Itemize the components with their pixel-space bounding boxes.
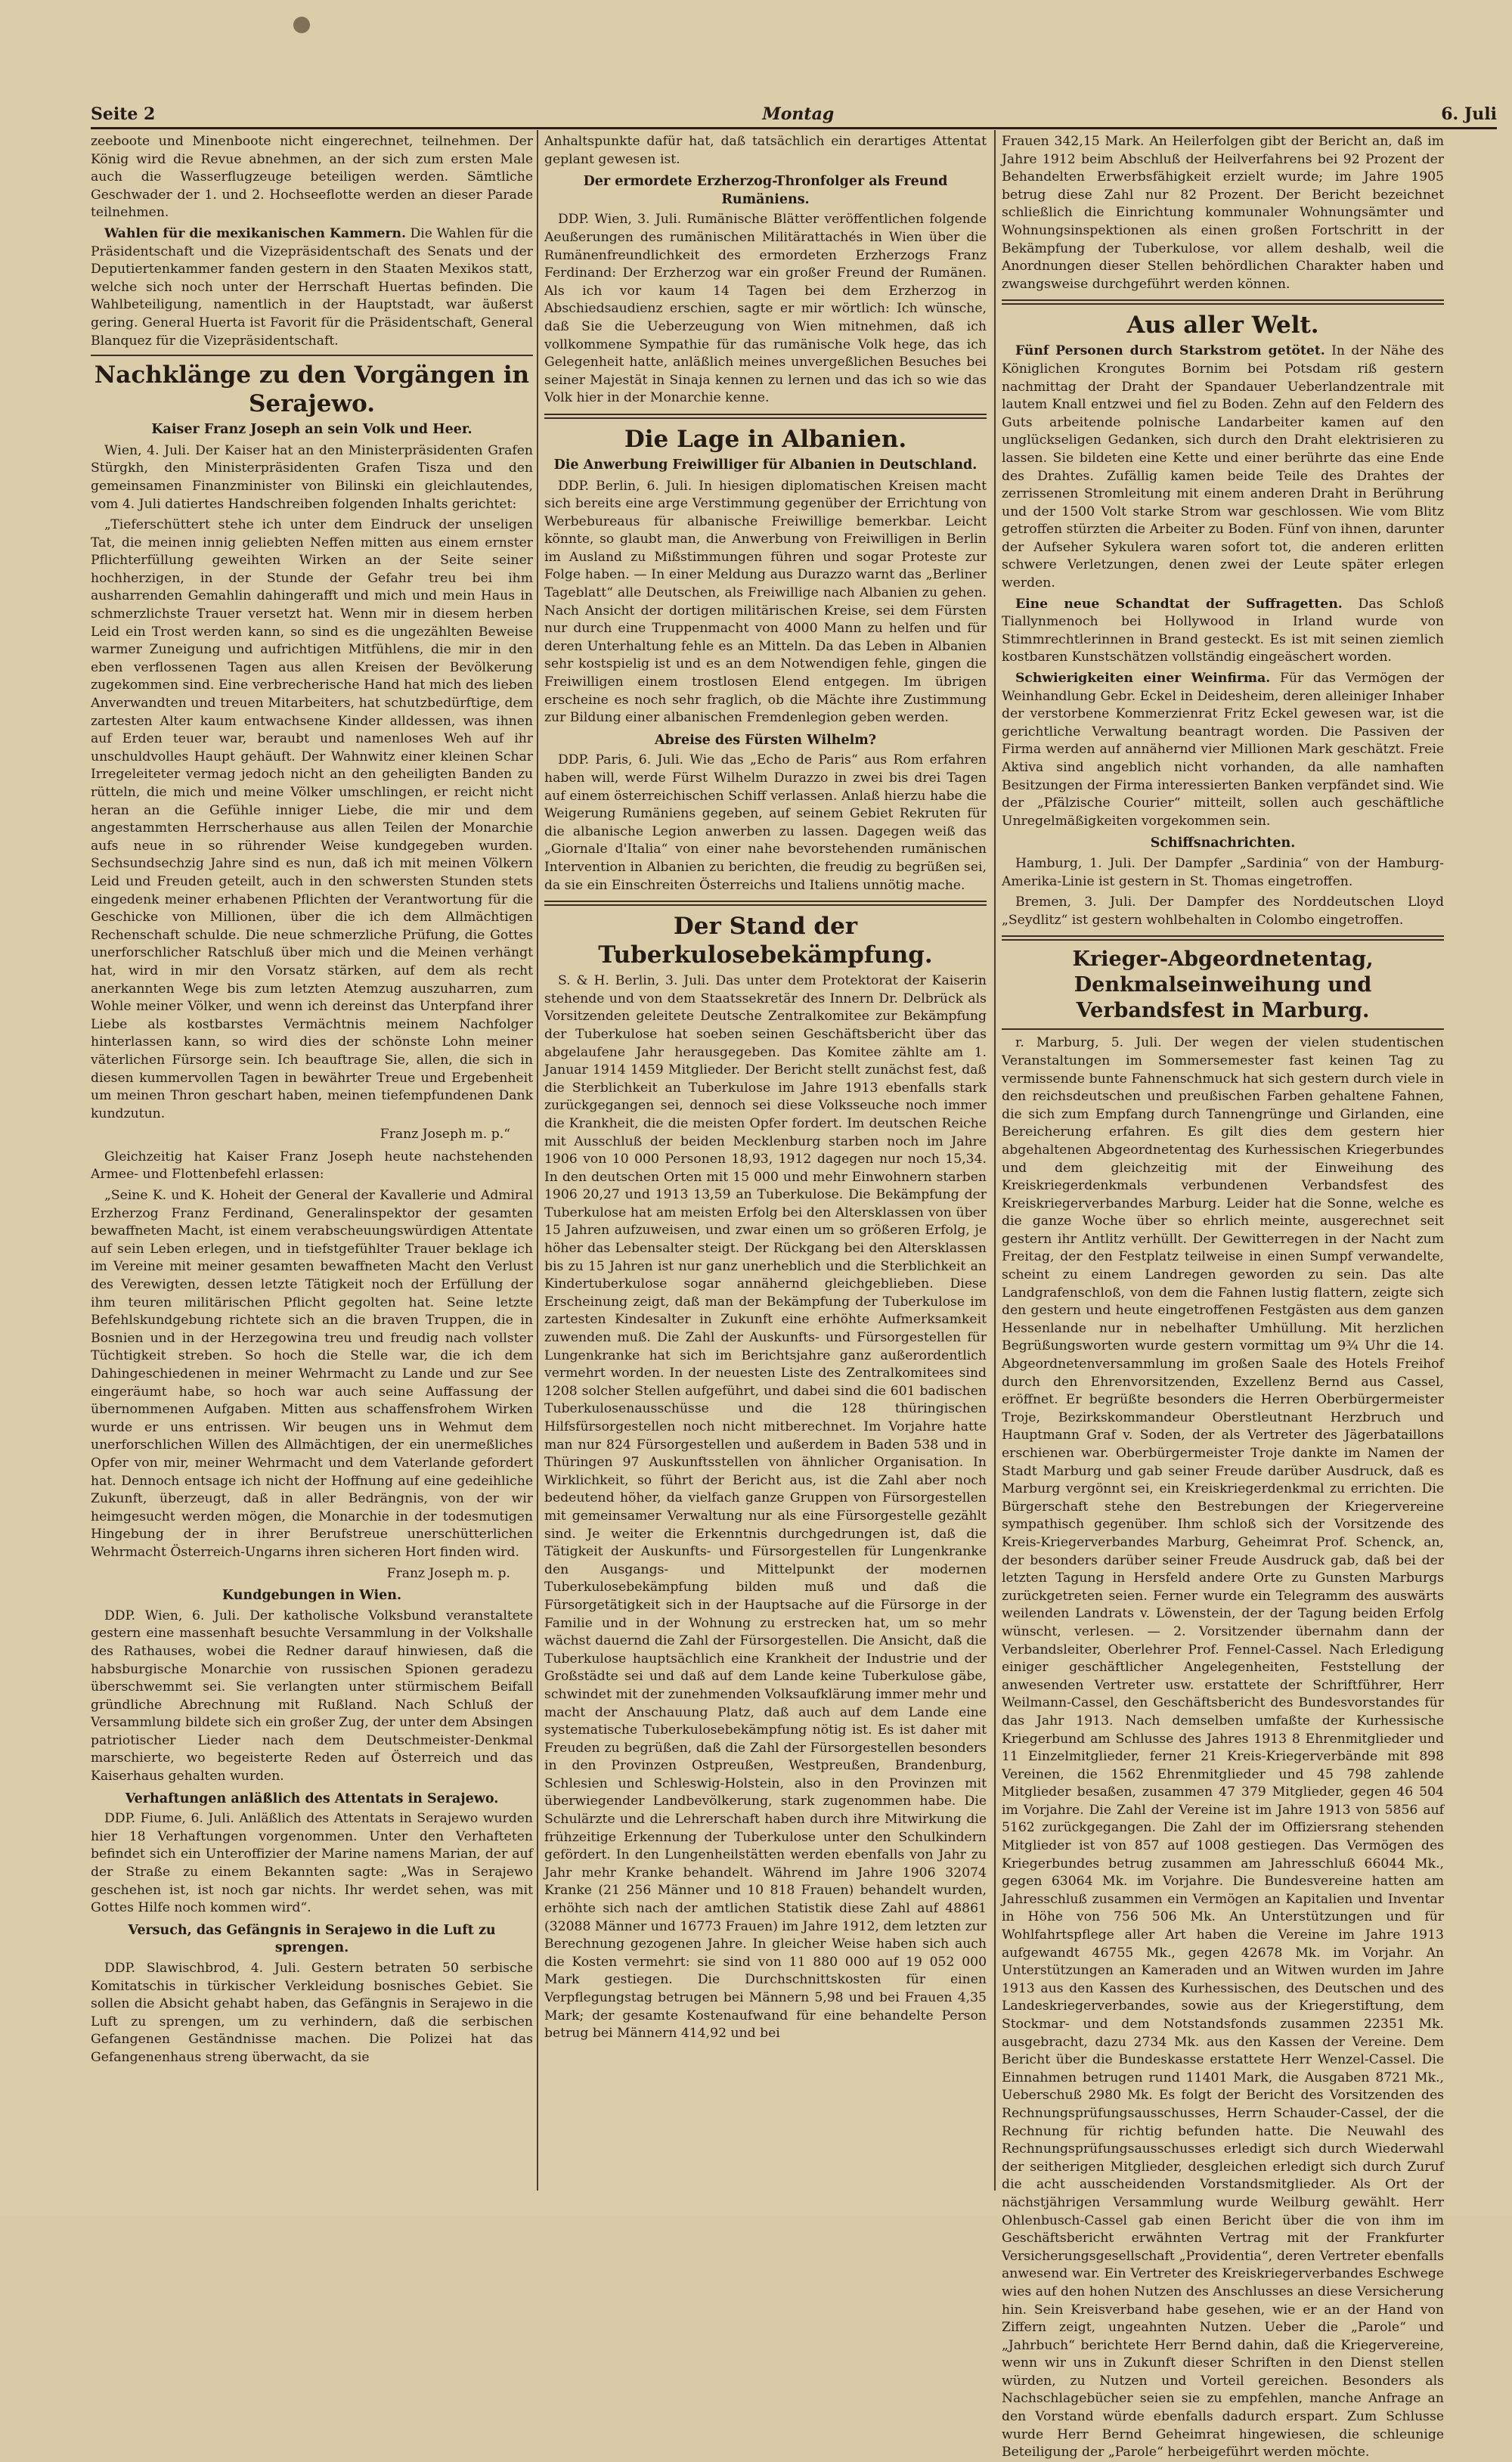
article-text: Frauen 342,15 Mark. An Heilerfolgen gibt der Bericht an, daß im Jahre 1912 beim Abschluß der Heilverfahrens bei 92 Prozent der Behandelten Erwerbsfähigkeit erzielt wurde; im Jahre 1905 betrug diese Zahl nur 82 Prozent. Der Bericht bezeichnet schließlich die Einrichtung kommunaler Wohnungsämter und Wohnungsinspektionen als einen großen Fortschritt in der Bekämpfung der Tuberkulose, vor allem deshalb, weil die Anordnungen dieser Stellen behördlichen Charakter haben und zwangsweise durchgeführt werden können. (1002, 134, 1444, 292)
article-text: DDP. Wien, 3. Juli. Rumänische Blätter veröffentlichen folgende Aeußerungen des rumänischen Militärattachés in Wien über die Rumänenfreundlichkeit des ermordeten Erzherzogs Franz Ferdinand: Der Erzherzog war ein großer Freund der Rumänen. Als ich vor kaum 14 Tagen bei dem Erzherzog in Abschiedsaudienz erschien, sagte er mir wörtlich: Ich wünsche, daß Sie die Ueberzeugung von Wien mitnehmen, daß ich vollkommene Sympathie für das rumänische Volk hege, das ich Gelegenheit hatte, anläßlich meines unvergeßlichen Besuches bei seiner Majestät in Sinaja kennen zu lernen und das ich so wie das Volk hier in der Monarchie kenne. (544, 212, 987, 406)
article-text: r. Marburg, 5. Juli. Der wegen der vielen studentischen Veranstaltungen im Sommersemester fast keinen Tag zu vermissende bunte Fahnenschmuck hat sich gestern durch viele in den reichsdeutschen und preußischen Farben gehaltene Fahnen, die sich zum Empfang durch Tannengrünge und Girlanden, eine Bereicherung erfahren. Es gilt dies dem gestern hier abgehaltenen Abgeordnetentag des Kurhessischen Kriegerbundes und dem gleichzeitig mit der Einweihung des Kreiskriegerdenkmals verbundenen Verbandsfest des Kreiskriegerverbandes Marburg. Leider hat die Sonne, welche es die ganze Woche über so ehrlich meinte, ausgerechnet seit gestern ihr Antlitz verhüllt. Der Gewitterregen in der Nacht zum Freitag, der den Festplatz teilweise in einen Sumpf verwandelte, scheint zu einem Landregen geworden zu sein. Das alte Landgrafenschloß, von dem die Fahnen lustig flattern, zeigte sich den gestern und heute eingetroffenen Festgästen aus dem ganzen Hessenlande nur in nebelhafter Umhüllung. Mit herzlichen Begrüßungsworten wurde gestern vormittag um 9¾ Uhr die 14. Abgeordnetenversammlung im großen Saale des Hotels Freihof durch den Ehrenvorsitzenden, Exzellenz Bernd aus Cassel, eröffnet. Er begrüßte besonders die Herren Oberbürgermeister Troje, Bezirkskommandeur Oberstleutnant Herzbruch und Hauptmann Graf v. Soden, der als Vertreter des Jägerbataillons erschienen war. Oberbürgermeister Troje dankte im Namen der Stadt Marburg und gab seiner Freude darüber Ausdruck, daß es Marburg vergönnt sei, ein Kreiskriegerdenkmal zu errichten. Die Bürgerschaft stehe den Bestrebungen der Kriegervereine sympathisch gegenüber. Ihm schloß sich der Vorsitzende des Kreis-Kriegerverbandes Marburg, Geheimrat Prof. Schenck, an, der besonders darüber seiner Freude Ausdruck gab, daß bei der letzten Tagung in Hersfeld andere Orte zu Gunsten Marburgs zurückgetreten seien. Ferner wurde ein Telegramm des auswärts weilenden Landrats v. Löwenstein, der der Tagung beiden Erfolg wünscht, verlesen. — 2. Vorsitzender übernahm dann der Verbandsleiter, Oberlehrer Prof. Fennel-Cassel. Nach Erledigung einiger geschäftlicher Angelegenheiten, Feststellung der anwesenden Vertreter usw. erstattete der Schriftführer, Herr Weilmann-Cassel, den Geschäftsbericht des Bundesvorstandes für das Jahr 1913. Nach demselben umfaßte der Kurhessische Kriegerbund am Schlusse des Jahres 1913 8 Ehrenmitglieder und 11 Einzelmitglieder, ferner 21 Kreis-Kriegerverbände mit 898 Vereinen, die 1562 Ehrenmitglieder und 45 798 zahlende Mitglieder besaßen, zusammen 47 379 Mitglieder, gegen 46 504 im Vorjahre. Die Zahl der Vereine ist im Jahre 1913 von 5856 auf 5162 zurückgegangen. Die Zahl der im Offiziersrang stehenden Mitglieder ist von 857 auf 1008 gestiegen. Das Vermögen des Kriegerbundes betrug zusammen am Jahresschluß 66044 Mk., gegen 63064 Mk. im Vorjahre. Die Bundesvereine hatten am Jahresschluß zusammen ein Vermögen an Kapitalien und Inventar in Höhe von 756 506 Mk. An Unterstützungen und für Wohlfahrtspflege aller Art haben die Vereine im Jahre 1913 aufgewandt 46755 Mk., gegen 42678 Mk. im Vorjahr. An Unterstützungen an Kameraden und an Witwen wurden im Jahre 1913 aus den Kassen des Kurhessischen, des Deutschen und des Landeskriegerverbandes, sowie aus der Kriegerstiftung, dem Stockmar- und dem Notstandsfonds zusammen 22351 Mk. ausgebracht, dazu 2734 Mk. aus den Kassen der Vereine. Dem Bericht über die Bundeskasse erstattete Herr Wenzel-Cassel. Die Einnahmen betrugen rund 11401 Mark, die Ausgaben 8721 Mk., Ueberschuß 2980 Mk. Es folgt der Bericht des Vorsitzenden des Rechnungsprüfungsausschusses, Herrn Schauder-Cassel, der die Rechnung für richtig befunden hatte. Die Neuwahl des Rechnungsprüfungsausschusses erledigt sich durch Wiederwahl der seitherigen Mitglieder, desgleichen erledigt sich durch Zuruf die acht ausscheidenden Vorstandsmitglieder. Als Ort der nächstjährigen Versammlung wurde Weilburg gewählt. Herr Ohlenbusch-Cassel gab einen Bericht über die von ihm im Geschäftsbericht erwähnten Vertrag mit der Frankfurter Versicherungsgesellschaft „Providentia“, deren Vertreter ebenfalls anwesend war. Ein Vertreter des Kreiskriegerverbandes Eschwege wies auf den hohen Nutzen des Anschlusses an diese Versicherung hin. Sein Kreisverband habe gesehen, wie er an der Hand von Ziffern zeigt, ungeahnten Nutzen. Ueber die „Parole“ und „Jahrbuch“ berichtete Herr Bernd dahin, daß die Kriegervereine, wenn wir uns in Zukunft dieser Schriften in den Dienst stellen würden, zu Nutzen und Vorteil gereichen. Besonders als Nachschlagebücher seien sie zu empfehlen, manche Anfrage an den Vorstand würde ebenfalls dadurch erspart. Zum Schlusse wurde Herr Bernd Geheimrat hingewiesen, die schleunige Beteiligung der „Parole“ herbeigeführt werden möchte. (1002, 1035, 1444, 2460)
section-heading: Kundgebungen in Wien. (222, 1588, 402, 1604)
section-heading: Verhaftungen anläßlich des Attentats in Serajewo. (125, 1791, 499, 1806)
headline: Nachklänge zu den Vorgängen in Serajewo. (94, 361, 530, 418)
section-heading: Der ermordete Erzherzog-Thronfolger als Freund Rumäniens. (583, 174, 948, 207)
separator (91, 355, 533, 356)
weekday: Montag (762, 104, 835, 124)
signature: Franz Joseph m. p.“ (380, 1127, 510, 1143)
column-divider (537, 130, 538, 2191)
article-text: „Tieferschüttert stehe ich unter dem Eindruck der unseligen Tat, die meinen innig geliebten Neffen mitten aus einem ernster Pflichterfüllung geweihten Wirken an der Seite seiner hochherzigen, in der Stunde der Gefahr treu bei ihm ausharrenden Gemahlin dahingerafft und mich und mein Haus in schmerzlichste Trauer versetzt hat. Wenn mir in diesem herben Leid ein Trost werden kann, so sind es die ungezählten Beweise warmer Zuneigung und aufrichtigen Mitfühlens, die mir in den eben verflossenen Tagen aus allen Kreisen der Bevölkerung zugekommen sind. Eine verbrecherische Hand hat mich des lieben Anverwandten und treuen Mitarbeiters, hat schutzbedürftige, dem zartesten Alter kaum entwachsene Kinder alldessen, was ihnen auf Erden teuer war, beraubt und namenloses Weh auf ihr unschuldvolles Haupt gehäuft. Der Wahnwitz einer kleinen Schar Irregeleiteter vermag jedoch nicht an den geheiligten Banden zu rütteln, die mich und meine Völker umschlingen, er reicht nicht heran an die Gefühle inniger Liebe, die mir und dem angestammten Herrscherhause aus allen Teilen der Monarchie aufs neue in so rührender Weise kundgegeben wurden. Sechsundsechzig Jahre sind es nun, daß ich mit meinen Völkern Leid und Freuden geteilt, auch in den schwersten Stunden stets eingedenk meiner erhabenen Pflichten der Verantwortung für die Geschicke von Millionen, über die ich dem Allmächtigen Rechenschaft schulde. Die neue schmerzliche Prüfung, die Gottes unerforschlicher Ratschluß über mich und die Meinen verhängt hat, wird in mir den Vorsatz stärken, auf dem als recht anerkannten Wege bis zum letzten Atemzug auszuharren, zum Wohle meiner Völker, und wenn ich dereinst das Unterpfand ihrer Liebe als kostbarstes Vermächtnis meinem Nachfolger hinterlassen kann, so wird dies der schönste Lohn meiner väterlichen Fürsorge sein. Ich beauftrage Sie, allen, die sich in diesen kummervollen Tagen in bewährter Treue und Ergebenheit um meinen Thron geschart haben, meinen tiefempfundenen Dank kundzutun. (91, 517, 533, 1121)
separator (1002, 1028, 1444, 1030)
article-text: Anhaltspunkte dafür hat, daß tatsächlich ein derartiges Attentat geplant gewesen ist. (544, 134, 987, 167)
section-lead: Schwierigkeiten einer Weinfirma. (1015, 671, 1271, 687)
headline: Krieger-Abgeordnetentag, Denkmalseinweihung und Verbandsfest in Marburg. (1072, 947, 1374, 1023)
separator (544, 414, 987, 419)
page-header (91, 104, 1497, 127)
article-text: DDP. Slawischbrod, 4. Juli. Gestern betraten 50 serbische Komitatschis in türkischer Verkleidung bosnisches Gebiet. Sie sollen die Absicht gehabt haben, das Gefängnis in Serajewo in die Luft zu sprengen, um zu verhindern, daß die serbischen Gefangenen Geständnisse machen. Die Polizei hat das Gefangenenhaus streng überwacht, da sie (91, 1961, 533, 2065)
article-text: Wahlen für die mexikanischen Kammern. Die Wahlen für die Präsidentschaft und die Vizepräsidentschaft des Senats und der Deputiertenkammer fanden gestern in den Staaten Mexikos statt, welche sich noch unter der Herrschaft Huertas befinden. Die Wahlbeteiligung, namentlich in der Hauptstadt, war äußerst gering. General Huerta ist Favorit für die Präsidentschaft, General Blanquez für die Vizepräsidentschaft. (91, 225, 534, 349)
article-text: DDP. Wien, 6. Juli. Der katholische Volksbund veranstaltete gestern eine massenhaft besuchte Versammlung in der Volkshalle des Rathauses, wobei die Redner darauf hinwiesen, daß die habsburgische Monarchie von russischen Spionen geradezu überschwemmt sei. Sie verlangten unter stürmischem Beifall gründliche Abrechnung mit Rußland. Nach Schluß der Versammlung bildete sich ein großer Zug, der unter dem Absingen patriotischer Lieder nach dem Deutschmeister-Denkmal marschierte, wo begeisterte Reden auf Österreich und das Kaiserhaus gehalten wurden. (91, 1608, 533, 1784)
article-text: Fünf Personen durch Starkstrom getötet. In der Nähe des Königlichen Krongutes Bornim bei Potsdam riß gestern nachmittag der Draht der Spandauer Ueberlandzentrale mit lautem Knall entzwei und fiel zu Boden. Zehn auf den Feldern des Guts arbeitende polnische Landarbeiter kamen auf den unglückseligen Gedanken, sich durch den Draht elektrisieren zu lassen. Sie bildeten eine Kette und einer berührte das eine Ende des Drahtes. Zufällig kamen beide Teile des Drahtes der zerrissenen Stromleitung mit einem anderen Draht in Berührung und der 1500 Volt starke Strom war geschlossen. Wie vom Blitz getroffen stürzten die Arbeiter zu Boden. Fünf von ihnen, darunter der Aufseher Sykulera waren sofort tot, die anderen erlitten schwere Verletzungen, denen zwei der Leute später erlegen werden. (1002, 343, 1444, 591)
column-3 (1002, 133, 1445, 2460)
article-text: Eine neue Schandtat der Suffragetten. Das Schloß Tiallynmenoch bei Hollywood in Irland wurde von Stimmrechtlerinnen in Brand gesteckt. Es ist mit seinen ziemlich kostbaren Kunstschätzen vollständig eingeäschert worden. (1002, 596, 1444, 665)
article-text: DDP. Paris, 6. Juli. Wie das „Echo de Paris“ aus Rom erfahren haben will, werde Fürst Wilhelm Durazzo in zwei bis drei Tagen auf einem österreichischen Schiff verlassen. Anlaß hierzu habe die Weigerung Rumäniens gegeben, auf seinem Gebiet Rekruten für die albanische Legion anwerben zu lassen. Dagegen weiß das „Giornale d'Italia“ von einer nahe bevorstehenden rumänischen Intervention in Albanien zu berichten, die freudig zu begrüßen sei, da sie ein Einschreiten Österreichs und Italiens unnötig mache. (544, 752, 987, 893)
headline: Der Stand der Tuberkulosebekämpfung. (598, 913, 933, 969)
signature: Franz Joseph m. p. (386, 1565, 510, 1581)
separator (1002, 935, 1444, 941)
article-text: DDP. Berlin, 6. Juli. In hiesigen diplomatischen Kreisen macht sich bereits eine arge Verstimmung gegenüber der Errichtung von Werbebureaus für albanische Freiwillige bemerkbar. Leicht könnte, so glaubt man, die Anwerbung von Freiwilligen in Berlin im Ausland zu Mißstimmungen führen und sogar Proteste zur Folge haben. — In einer Meldung aus Durazzo warnt das „Berliner Tageblatt“ alle Deutschen, als Freiwillige nach Albanien zu gehen. Nach Ansicht der dortigen militärischen Kreise, sei dem Fürsten nur durch eine Truppenmacht von 4000 Mann zu helfen und für deren Unterhaltung fehle es an Mitteln. Da das Leben in Albanien sehr kostspielig ist und es an dem Notwendigen fehle, gingen die Freiwilligen einem trostlosen Elend entgegen. Im übrigen erscheine es noch sehr fraglich, ob die Mächte ihre Zustimmung zur Bildung einer albanischen Fremdenlegion geben werden. (544, 478, 987, 726)
article-text: zeeboote und Minenboote nicht eingerechnet, teilnehmen. Der König wird die Revue abnehmen, an der sich zum ersten Male auch die Wasserflugzeuge beteiligen werden. Sämtliche Geschwader der 1. und 2. Hochseeflotte werden an dieser Parade teilnehmen. (91, 134, 533, 221)
article-text: Hamburg, 1. Juli. Der Dampfer „Sardinia“ von der Hamburg-Amerika-Linie ist gestern in St. Thomas eingetroffen. (1002, 855, 1444, 889)
column-divider (994, 130, 996, 2191)
subheadline: Die Anwerbung Freiwilliger für Albanien in Deutschland. (553, 457, 978, 473)
headline: Die Lage in Albanien. (624, 425, 907, 453)
column-1 (91, 133, 533, 2190)
separator (1002, 299, 1444, 305)
headline: Aus aller Welt. (1126, 312, 1319, 340)
separator (544, 901, 987, 906)
section-lead: Fünf Personen durch Starkstrom getötet. (1015, 343, 1325, 359)
article-text: Bremen, 3. Juli. Der Dampfer des Norddeutschen Lloyd „Seydlitz“ ist gestern wohlbehalten in Colombo eingetroffen. (1002, 895, 1444, 928)
article-text: DDP. Fiume, 6. Juli. Anläßlich des Attentats in Serajewo wurden hier 18 Verhaftungen vorgenommen. Unter den Verhafteten befindet sich ein Unteroffizier der Marine namens Marian, der auf der Straße zu einem Bekannten sagte: „Was in Serajewo geschehen ist, ist noch gar nichts. Ihr werdet sehen, was mit Gottes Hilfe noch kommen wird“. (91, 1811, 533, 1916)
column-2 (544, 133, 987, 2190)
page-number: Seite 2 (91, 104, 156, 124)
article-text: „Seine K. und K. Hoheit der General der Kavallerie und Admiral Erzherzog Franz Ferdinand, Generalinspektor der gesamten bewaffneten Macht, ist einem verabscheuungswürdigen Attentate auf sein Leben erlegen, und in tiefstgefühlter Trauer beklage ich im Vereine mit meiner gesamten bewaffneten Macht den Verlust des Verewigten, dessen letzte Tätigkeit noch der Erfüllung der ihm teuren militärischen Pflicht gegolten hat. Seine letzte Befehlskundgebung richtete sich an die braven Truppen, die in Bosnien und in der Herzegowina treu und freudig nach vollster Tüchtigkeit streben. So hoch die Stelle war, die ich dem Dahingeschiedenen in meiner Wehrmacht zu Lande und zur See eingeräumt habe, so hoch war auch seine Auffassung der übernommenen Aufgaben. Mitten aus schaffensfrohem Wirken wurde er uns entrissen. Wir beugen uns in Wehmut dem unerforschlichen Willen des Allmächtigen, der ein unermeßliches Opfer von mir, meiner Wehrmacht und dem Vaterlande gefordert hat. Dennoch entsage ich nicht der Hoffnung auf eine gedeihliche Zukunft, überzeugt, daß in aller Bedrängnis, von der wir heimgesucht werden mögen, die Monarchie in der todesmutigen Hingebung der in ihrer Berufstreue unerschütterlichen Wehrmacht Österreich-Ungarns ihren sicheren Hort finden wird. (91, 1188, 533, 1560)
punch-hole (293, 17, 310, 33)
article-text: Schwierigkeiten einer Weinfirma. Für das Vermögen der Weinhandlung Gebr. Eckel in Deidesheim, deren alleiniger Inhaber der verstorbene Kommerzienrat Fritz Eckel gewesen war, ist die gerichtliche Verwaltung beantragt worden. Die Passiven der Firma werden auf annähernd vier Millionen Mark geschätzt. Freie Aktiva sind angeblich nicht vorhanden, da alle namhaften Besitzungen der Firma interessierten Banken verpfändet sind. Wie der „Pfälzische Courier“ mitteilt, sollen auch geschäftliche Unregelmäßigkeiten vorgekommen sein. (1002, 671, 1445, 829)
article-text: Gleichzeitig hat Kaiser Franz Joseph heute nachstehenden Armee- und Flottenbefehl erlassen: (91, 1149, 533, 1183)
section-heading: Versuch, das Gefängnis in Serajewo in die Luft zu sprengen. (128, 1922, 496, 1956)
subheadline: Kaiser Franz Joseph an sein Volk und Heer. (151, 422, 472, 438)
article-text: S. & H. Berlin, 3. Juli. Das unter dem Protektorat der Kaiserin stehende und von dem Staatssekretär des Innern Dr. Delbrück als Vorsitzenden geleitete Deutsche Zentralkomitee zur Bekämpfung der Tuberkulose hat soeben seinen Geschäftsbericht über das abgelaufene Jahr herausgegeben. Das Komitee zählte am 1. Januar 1914 1459 Mitglieder. Der Bericht stellt zunächst fest, daß die Sterblichkeit an Tuberkulose im Jahre 1913 ebenfalls stark zurückgegangen sei, dennoch sei diese Volksseuche noch immer die Krankheit, die die meisten Opfer fordert. Im deutschen Reiche mit Ausschluß der beiden Mecklenburg starben noch im Jahre 1906 von 10 000 Personen 18,93, 1912 dagegen nur noch 15,34. In den deutschen Orten mit 15 000 und mehr Einwohnern starben 1906 20,27 und 1913 13,59 an Tuberkulose. Die Bekämpfung der Tuberkulose hat am meisten Erfolg bei den Altersklassen von über 15 Jahren aufzuweisen, und zwar einen um so größeren Erfolg, je höher das Lebensalter steigt. Der Rückgang bei den Altersklassen bis zu 15 Jahren ist nur ganz unerheblich und die Sterblichkeit an Kindertuberkulose sogar annähernd gleichgeblieben. Diese Erscheinung zeigt, daß man der Bekämpfung der Tuberkulose im zartesten Kindesalter in Zukunft eine erhöhte Aufmerksamkeit zuwenden muß. Die Zahl der Auskunfts- und Fürsorgestellen für Lungenkranke hat sich im Berichtsjahre ganz außerordentlich vermehrt worden. In der neuesten Liste des Zentralkomitees sind 1208 solcher Stellen aufgeführt, und dabei sind die 601 badischen Tuberkulosenausschüsse und die 128 thüringischen Hilfsfürsorgestellen noch nicht mitberechnet. Im Vorjahre hatte man nur 824 Fürsorgestellen und außerdem in Baden 538 und in Thüringen 97 Auskunftsstellen von ähnlicher Organisation. In Wirklichkeit, so führt der Bericht aus, ist die Zahl aber noch bedeutend höher, da vielfach ganze Gruppen von Fürsorgestellen mit gemeinsamer Verwaltung nur als eine Fürsorgestelle gezählt sind. Je weiter die Erkenntnis durchgedrungen ist, daß die Tätigkeit der Auskunfts- und Fürsorgestellen für Lungenkranke den Ausgangs- und Mittelpunkt der modernen Tuberkulosebekämpfung bilden muß und daß die Fürsorgetätigkeit sich in der Hauptsache auf die Fürsorge in der Familie und in der Wohnung zu erstrecken hat, um so mehr wächst dauernd die Zahl der Fürsorgestellen. Die Ansicht, daß die Tuberkulose hauptsächlich eine Krankheit der Industrie und der Großstädte sei und daß auf dem Lande keine Tuberkulose gäbe, schwindet mit der zunehmenden Volksaufklärung immer mehr und macht der Anschauung Platz, daß auch auf dem Lande eine systematische Tuberkulosebekämpfung nötig ist. Es ist daher mit Freuden zu begrüßen, daß die Zahl der Fürsorgestellen besonders in den Provinzen Ostpreußen, Westpreußen, Brandenburg, Schlesien und Schleswig-Holstein, also in den Provinzen mit überwiegender Landbevölkerung, stark zugenommen habe. Die Schulärzte und die Lehrerschaft haben durch ihre Mitwirkung die frühzeitige Erkennung der Tuberkulose unter den Schulkindern gefördert. In den Lungenheilstätten werden ebenfalls von Jahr zu Jahr mehr Kranke behandelt. Während im Jahre 1906 32074 Kranke (21 256 Männer und 10 818 Frauen) behandelt wurden, erhöhte sich nach der amtlichen Statistik diese Zahl auf 48861 (32088 Männer und 16773 Frauen) im Jahre 1912, dem letzten zur Berechnung gezogenen Jahre. In gleicher Weise haben sich auch die Kosten vermehrt: sie sind von 11 880 000 auf 19 052 000 Mark gestiegen. Die Durchschnittskosten für einen Verpflegungstag betrugen bei Männern 5,98 und bei Frauen 4,35 Mark; der gesamte Kostenaufwand für eine behandelte Person betrug bei Männern 414,92 und bei (544, 973, 987, 2042)
section-heading: Schiffsnachrichten. (1150, 836, 1296, 851)
header-rule (91, 127, 1497, 129)
issue-date: 6. Juli (1441, 104, 1497, 124)
section-lead: Eine neue Schandtat der Suffragetten. (1015, 596, 1343, 612)
article-text: Wien, 4. Juli. Der Kaiser hat an den Ministerpräsidenten Grafen Stürgkh, den Ministerpräsidenten Grafen Tisza und den gemeinsamen Finanzminister von Bilinski ein gleichlautendes, vom 4. Juli datiertes Handschreiben folgenden Inhalts gerichtet: (91, 442, 533, 512)
section-lead: Wahlen für die mexikanischen Kammern. (104, 225, 406, 241)
section-heading: Abreise des Fürsten Wilhelm? (654, 732, 877, 748)
